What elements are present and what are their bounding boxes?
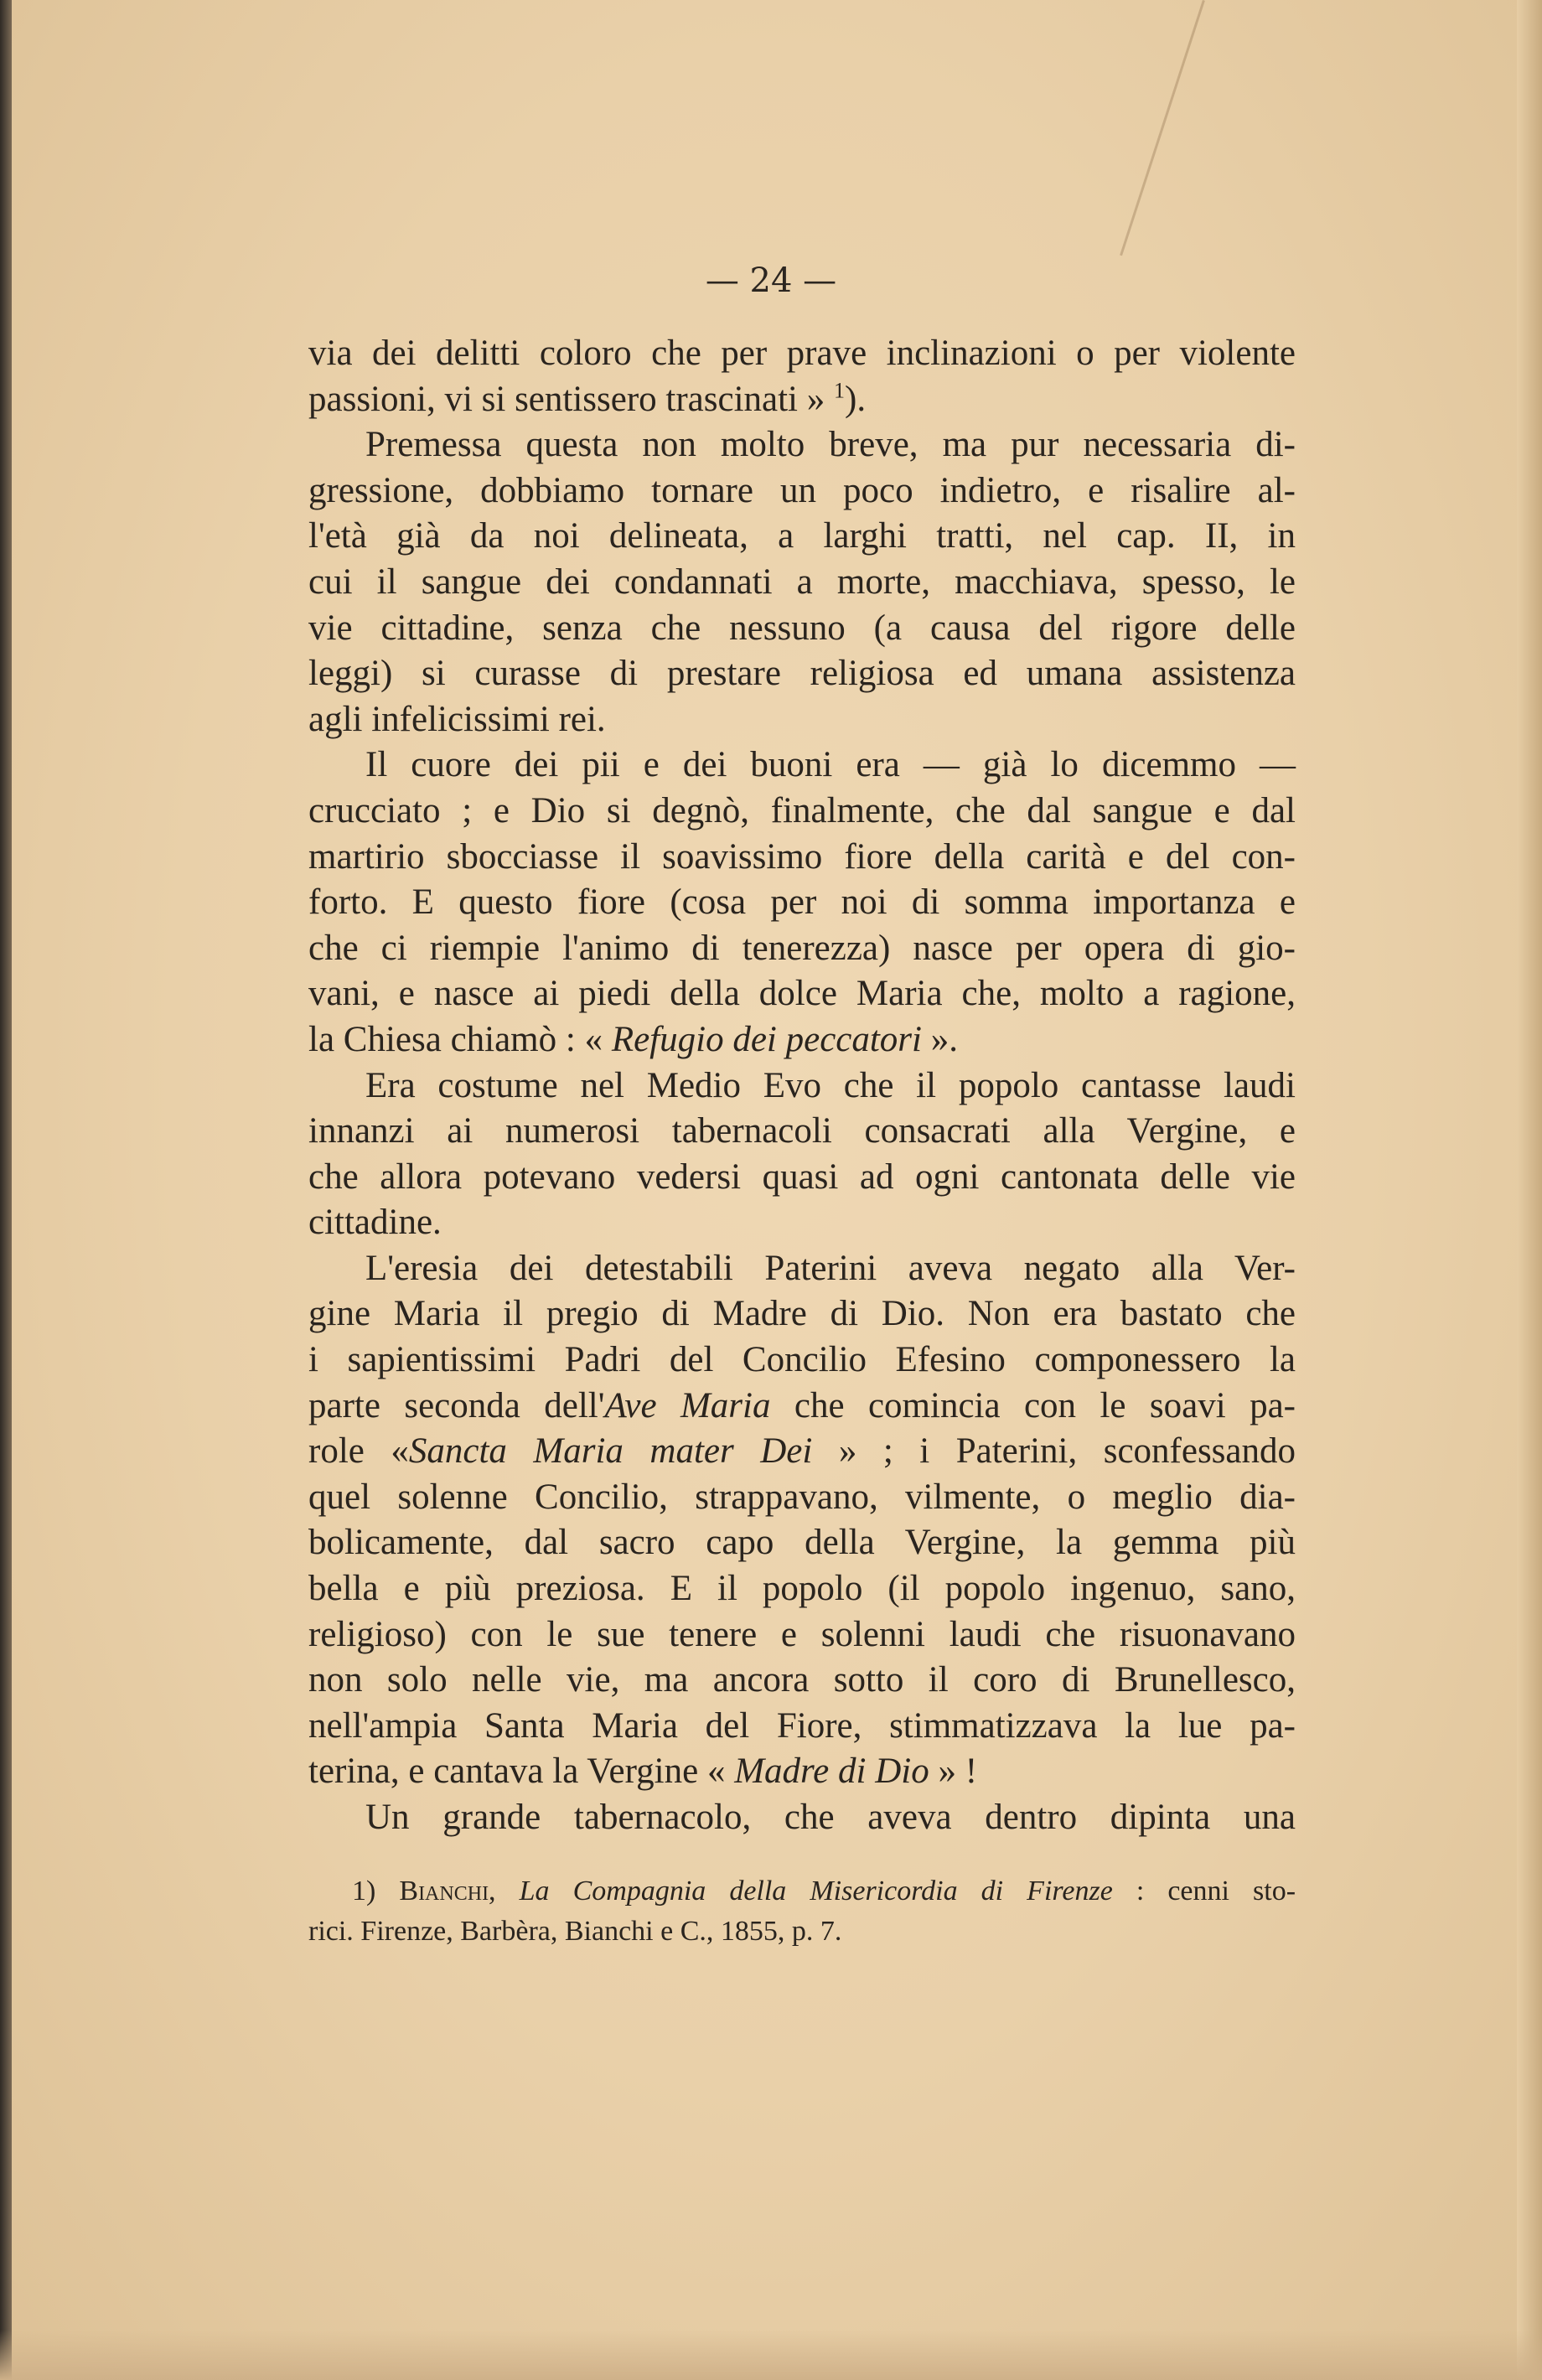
binding-edge (0, 0, 12, 2380)
text-line: Premessa questa non molto breve, ma pur necessaria di- (365, 425, 1296, 465)
text-span: ». (922, 1019, 958, 1059)
text-line: nell'ampia Santa Maria del Fiore, stimmatizzava la lue pa- (308, 1705, 1296, 1746)
text-line: bolicamente, dal sacro capo della Vergine, la gemma più (308, 1523, 1296, 1563)
text-line: i sapientissimi Padri del Concilio Efesino componessero la (308, 1340, 1296, 1380)
text-span: la Chiesa chiamò : « (308, 1019, 612, 1059)
text-line: forto. E questo fiore (cosa per noi di somma importanza e (308, 882, 1296, 923)
footnote-author: Bianchi, (399, 1876, 496, 1907)
text-span: terina, e cantava la Vergine « (308, 1751, 735, 1792)
text-span: : cenni sto- (1112, 1876, 1296, 1907)
text-line: gine Maria il pregio di Madre di Dio. Non era bastato che (308, 1294, 1296, 1334)
text-line: leggi) si curasse di prestare religiosa ed umana assistenza (308, 654, 1296, 694)
text-line: cittadine. (308, 1203, 442, 1243)
footnote (308, 1871, 1296, 1952)
text-line (308, 1749, 1296, 1795)
text-line: che ci riempie l'animo di tenerezza) nasce per opera di gio- (308, 928, 1296, 968)
text-line (308, 1429, 1296, 1475)
text-line (308, 1384, 1296, 1430)
italic-text: Sancta Maria mater Dei (408, 1431, 813, 1472)
footnote-line: rici. Firenze, Barbèra, Bianchi e C., 1855, p. 7. (308, 1916, 842, 1947)
paper-crease (1120, 0, 1205, 256)
text-line: vie cittadine, senza che nessuno (a causa del rigore delle (308, 608, 1296, 648)
text-span: role « (308, 1431, 409, 1472)
text-span: » ! (929, 1751, 978, 1792)
body-text (308, 331, 1296, 1841)
italic-text: Madre di Dio (734, 1751, 929, 1792)
text-span: passioni, vi si sentissero trascinati » (308, 379, 825, 419)
text-line: non solo nelle vie, ma ancora sotto il coro di Brunellesco, (308, 1660, 1296, 1700)
text-line: martirio sbocciasse il soavissimo fiore della carità e del con- (308, 836, 1296, 877)
text-line: Il cuore dei pii e dei buoni era — già lo dicemmo — (365, 745, 1296, 785)
page-edge (1517, 0, 1542, 2380)
text-line: crucciato ; e Dio si degnò, finalmente, che dal sangue e dal (308, 790, 1296, 830)
text-line: cui il sangue dei condannati a morte, macchiava, spesso, le (308, 561, 1296, 602)
text-line: bella e più preziosa. E il popolo (il popolo ingenuo, sano, (308, 1569, 1296, 1609)
text-line (308, 1017, 1296, 1063)
text-line: via dei delitti coloro che per prave inclinazioni o per violente (308, 334, 1296, 373)
text-line: L'eresia dei detestabili Paterini aveva negato alla Ver- (365, 1248, 1296, 1288)
text-line: gressione, dobbiamo tornare un poco indietro, e risalire al- (308, 470, 1296, 510)
text-span: » ; i Paterini, sconfessando (812, 1431, 1296, 1472)
text-span: parte seconda dell' (308, 1385, 605, 1425)
text-line: Era costume nel Medio Evo che il popolo cantasse laudi (365, 1065, 1296, 1105)
text-span: ). (845, 379, 867, 419)
footnote-marker: 1) (352, 1876, 376, 1907)
text-line: religioso) con le sue tenere e solenni laudi che risuonavano (308, 1614, 1296, 1654)
text-line: vani, e nasce ai piedi della dolce Maria che, molto a ragione, (308, 974, 1296, 1014)
footnote-line (308, 1871, 1296, 1912)
page-bottom-edge (0, 2330, 1542, 2380)
text-line: innanzi ai numerosi tabernacoli consacrati alla Vergine, e (308, 1111, 1296, 1151)
text-line: l'età già da noi delineata, a larghi tratti, nel cap. II, in (308, 516, 1296, 556)
footnote-ref[interactable]: 1 (834, 378, 846, 403)
text-line: quel solenne Concilio, strappavano, vilmente, o meglio dia- (308, 1477, 1296, 1517)
page-number: — 24 — (705, 261, 837, 300)
text-line: che allora potevano vedersi quasi ad ogni cantonata delle vie (308, 1156, 1296, 1197)
text-span: che comincia con le soavi pa- (770, 1385, 1296, 1425)
text-line: agli infelicissimi rei. (308, 699, 606, 739)
footnote-title: La Compagnia della Misericordia di Firenze (519, 1876, 1113, 1907)
text-line: Un grande tabernacolo, che aveva dentro dipinta una (365, 1798, 1296, 1837)
italic-text: Refugio dei peccatori (611, 1019, 922, 1059)
italic-text: Ave Maria (604, 1385, 771, 1425)
text-line (308, 377, 1296, 423)
